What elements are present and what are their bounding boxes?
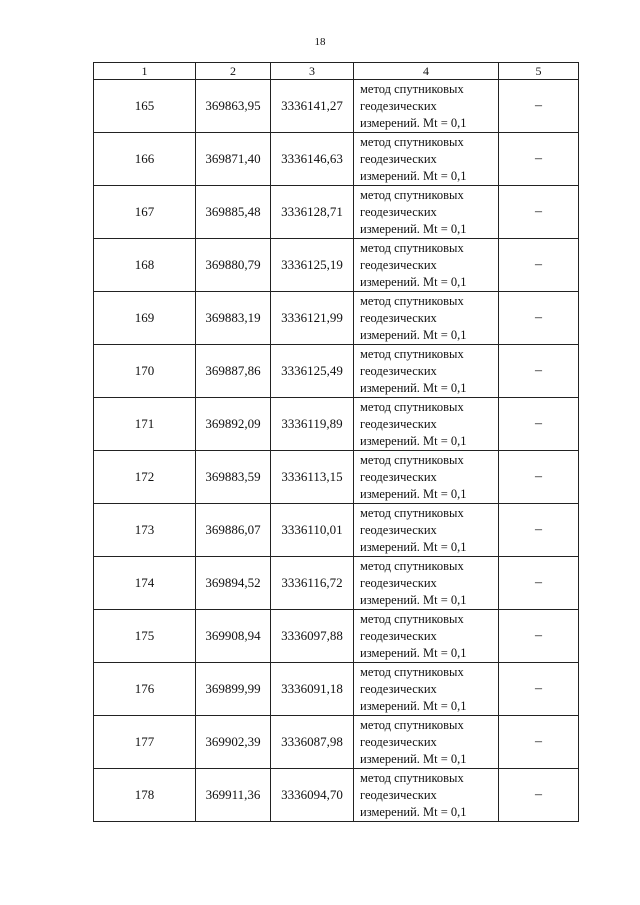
method-cell (354, 557, 499, 610)
method-line: геодезических (360, 575, 437, 590)
x-coordinate-cell: 369883,59 (196, 451, 271, 504)
point-number-cell: 169 (94, 292, 196, 345)
table-row (94, 504, 579, 557)
y-coordinate-cell: 3336113,15 (271, 451, 354, 504)
x-coordinate-cell: 369886,07 (196, 504, 271, 557)
x-coordinate-cell: 369911,36 (196, 769, 271, 822)
note-cell: – (499, 557, 579, 610)
page-number: 18 (314, 36, 326, 48)
method-line: метод спутниковых (360, 505, 464, 520)
method-cell (354, 398, 499, 451)
method-line: измерений. Mt = 0,1 (360, 592, 467, 607)
table-row (94, 769, 579, 822)
note-cell: – (499, 345, 579, 398)
method-cell (354, 239, 499, 292)
method-line: метод спутниковых (360, 611, 464, 626)
method-cell (354, 80, 499, 133)
y-coordinate-cell: 3336097,88 (271, 610, 354, 663)
column-header-method: 4 (354, 63, 499, 80)
method-cell (354, 186, 499, 239)
table-row (94, 345, 579, 398)
table-row (94, 451, 579, 504)
method-line: измерений. Mt = 0,1 (360, 221, 467, 236)
y-coordinate-cell: 3336146,63 (271, 133, 354, 186)
point-number-cell: 177 (94, 716, 196, 769)
method-line: геодезических (360, 204, 437, 219)
method-line: измерений. Mt = 0,1 (360, 380, 467, 395)
note-cell: – (499, 239, 579, 292)
method-line: измерений. Mt = 0,1 (360, 115, 467, 130)
method-line: метод спутниковых (360, 558, 464, 573)
method-line: метод спутниковых (360, 187, 464, 202)
table-header-row (94, 63, 579, 80)
note-cell: – (499, 716, 579, 769)
x-coordinate-cell: 369899,99 (196, 663, 271, 716)
method-line: метод спутниковых (360, 452, 464, 467)
point-number-cell: 167 (94, 186, 196, 239)
method-line: измерений. Mt = 0,1 (360, 274, 467, 289)
column-header-y: 3 (271, 63, 354, 80)
method-line: метод спутниковых (360, 240, 464, 255)
y-coordinate-cell: 3336094,70 (271, 769, 354, 822)
method-line: метод спутниковых (360, 293, 464, 308)
method-line: геодезических (360, 257, 437, 272)
method-line: измерений. Mt = 0,1 (360, 168, 467, 183)
note-cell: – (499, 663, 579, 716)
method-line: геодезических (360, 98, 437, 113)
y-coordinate-cell: 3336091,18 (271, 663, 354, 716)
y-coordinate-cell: 3336128,71 (271, 186, 354, 239)
method-line: измерений. Mt = 0,1 (360, 327, 467, 342)
method-cell (354, 292, 499, 345)
point-number-cell: 172 (94, 451, 196, 504)
x-coordinate-cell: 369883,19 (196, 292, 271, 345)
note-cell: – (499, 451, 579, 504)
table-row (94, 610, 579, 663)
x-coordinate-cell: 369902,39 (196, 716, 271, 769)
y-coordinate-cell: 3336116,72 (271, 557, 354, 610)
method-cell (354, 451, 499, 504)
method-line: геодезических (360, 787, 437, 802)
method-line: измерений. Mt = 0,1 (360, 804, 467, 819)
point-number-cell: 171 (94, 398, 196, 451)
x-coordinate-cell: 369885,48 (196, 186, 271, 239)
method-line: метод спутниковых (360, 81, 464, 96)
x-coordinate-cell: 369871,40 (196, 133, 271, 186)
table-row (94, 239, 579, 292)
point-number-cell: 165 (94, 80, 196, 133)
note-cell: – (499, 133, 579, 186)
table-row (94, 398, 579, 451)
table-row (94, 292, 579, 345)
y-coordinate-cell: 3336141,27 (271, 80, 354, 133)
point-number-cell: 170 (94, 345, 196, 398)
method-line: геодезических (360, 681, 437, 696)
note-cell: – (499, 186, 579, 239)
x-coordinate-cell: 369892,09 (196, 398, 271, 451)
x-coordinate-cell: 369863,95 (196, 80, 271, 133)
method-line: метод спутниковых (360, 346, 464, 361)
method-line: геодезических (360, 416, 437, 431)
x-coordinate-cell: 369880,79 (196, 239, 271, 292)
point-number-cell: 174 (94, 557, 196, 610)
y-coordinate-cell: 3336121,99 (271, 292, 354, 345)
x-coordinate-cell: 369894,52 (196, 557, 271, 610)
method-line: метод спутниковых (360, 664, 464, 679)
method-line: геодезических (360, 522, 437, 537)
method-cell (354, 663, 499, 716)
y-coordinate-cell: 3336125,49 (271, 345, 354, 398)
table-row (94, 186, 579, 239)
table-row (94, 716, 579, 769)
table-row (94, 133, 579, 186)
method-line: измерений. Mt = 0,1 (360, 433, 467, 448)
method-line: метод спутниковых (360, 770, 464, 785)
table-row (94, 80, 579, 133)
point-number-cell: 175 (94, 610, 196, 663)
table-body (94, 80, 579, 822)
method-line: метод спутниковых (360, 717, 464, 732)
method-cell (354, 133, 499, 186)
point-number-cell: 178 (94, 769, 196, 822)
note-cell: – (499, 398, 579, 451)
method-line: геодезических (360, 363, 437, 378)
method-line: геодезических (360, 151, 437, 166)
point-number-cell: 173 (94, 504, 196, 557)
note-cell: – (499, 292, 579, 345)
method-line: измерений. Mt = 0,1 (360, 645, 467, 660)
y-coordinate-cell: 3336119,89 (271, 398, 354, 451)
method-line: геодезических (360, 469, 437, 484)
table-row (94, 557, 579, 610)
column-header-x: 2 (196, 63, 271, 80)
method-line: метод спутниковых (360, 134, 464, 149)
method-line: измерений. Mt = 0,1 (360, 539, 467, 554)
method-line: измерений. Mt = 0,1 (360, 698, 467, 713)
note-cell: – (499, 610, 579, 663)
method-line: метод спутниковых (360, 399, 464, 414)
point-number-cell: 166 (94, 133, 196, 186)
point-number-cell: 168 (94, 239, 196, 292)
table-row (94, 663, 579, 716)
method-line: измерений. Mt = 0,1 (360, 486, 467, 501)
coordinates-table (93, 62, 579, 822)
y-coordinate-cell: 3336087,98 (271, 716, 354, 769)
note-cell: – (499, 769, 579, 822)
note-cell: – (499, 80, 579, 133)
method-line: геодезических (360, 310, 437, 325)
method-line: измерений. Mt = 0,1 (360, 751, 467, 766)
y-coordinate-cell: 3336125,19 (271, 239, 354, 292)
method-cell (354, 345, 499, 398)
method-cell (354, 769, 499, 822)
point-number-cell: 176 (94, 663, 196, 716)
method-line: геодезических (360, 734, 437, 749)
method-cell (354, 610, 499, 663)
x-coordinate-cell: 369887,86 (196, 345, 271, 398)
note-cell: – (499, 504, 579, 557)
y-coordinate-cell: 3336110,01 (271, 504, 354, 557)
column-header-note: 5 (499, 63, 579, 80)
method-cell (354, 716, 499, 769)
method-line: геодезических (360, 628, 437, 643)
method-cell (354, 504, 499, 557)
x-coordinate-cell: 369908,94 (196, 610, 271, 663)
column-header-point-number: 1 (94, 63, 196, 80)
